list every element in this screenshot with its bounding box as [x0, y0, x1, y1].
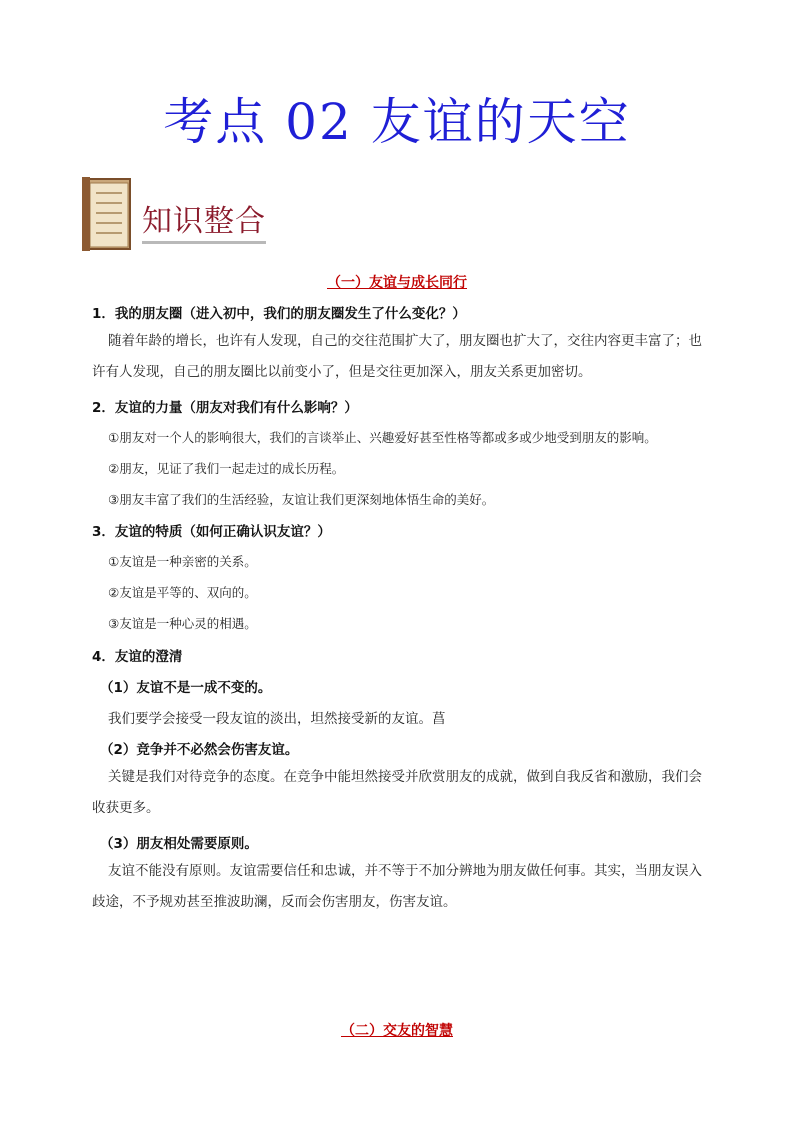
paragraph-friend-circle: 随着年龄的增长，也许有人发现，自己的交往范围扩大了，朋友圈也扩大了，交往内容更丰富了；也许有人发现，自己的朋友圈比以前变小了，但是交往更加深入，朋友关系更加密切。: [92, 333, 702, 380]
item-power-2: ②朋友，见证了我们一起走过的成长历程。: [108, 461, 345, 476]
heading-friendship-clarify: 4．友谊的澄清: [92, 649, 183, 665]
heading-friend-circle: 1．我的朋友圈（进入初中，我们的朋友圈发生了什么变化？）: [92, 306, 466, 322]
knowledge-banner: [80, 175, 280, 253]
item-trait-1: ①友谊是一种亲密的关系。: [108, 554, 257, 569]
banner-label: 知识整合: [142, 203, 266, 244]
subheading-1: （1）友谊不是一成不变的。: [100, 680, 272, 696]
section-heading-1: [0, 272, 794, 292]
paragraph-sub-3: 友谊不能没有原则。友谊需要信任和忠诚，并不等于不加分辨地为朋友做任何事。其实，当朋友误入歧途，不予规劝甚至推波助澜，反而会伤害朋友，伤害友谊。: [92, 863, 702, 910]
paragraph-sub-2: 关键是我们对待竞争的态度。在竞争中能坦然接受并欣赏朋友的成就，做到自我反省和激励，我们会收获更多。: [92, 769, 702, 816]
heading-friendship-traits: 3．友谊的特质（如何正确认识友谊？）: [92, 524, 331, 540]
item-power-3: ③朋友丰富了我们的生活经验，友谊让我们更深刻地体悟生命的美好。: [108, 492, 495, 507]
item-trait-2: ②友谊是平等的、双向的。: [108, 585, 257, 600]
section-heading-2-text: （二）交友的智慧: [341, 1023, 453, 1039]
page-title: 考点 02 友谊的天空: [163, 93, 631, 151]
section-heading-1-text: （一）友谊与成长同行: [327, 275, 467, 291]
item-trait-3: ③友谊是一种心灵的相遇。: [108, 616, 257, 631]
book-icon: [80, 175, 138, 253]
paragraph-sub-1: 我们要学会接受一段友谊的淡出，坦然接受新的友谊。菖: [108, 711, 446, 727]
subheading-2: （2）竞争并不必然会伤害友谊。: [100, 742, 299, 758]
item-power-1: ①朋友对一个人的影响很大，我们的言谈举止、兴趣爱好甚至性格等都或多或少地受到朋友的影响。: [108, 430, 657, 445]
section-heading-2: [0, 1020, 794, 1040]
heading-friendship-power: 2．友谊的力量（朋友对我们有什么影响？）: [92, 400, 358, 416]
subheading-3: （3）朋友相处需要原则。: [100, 836, 258, 852]
